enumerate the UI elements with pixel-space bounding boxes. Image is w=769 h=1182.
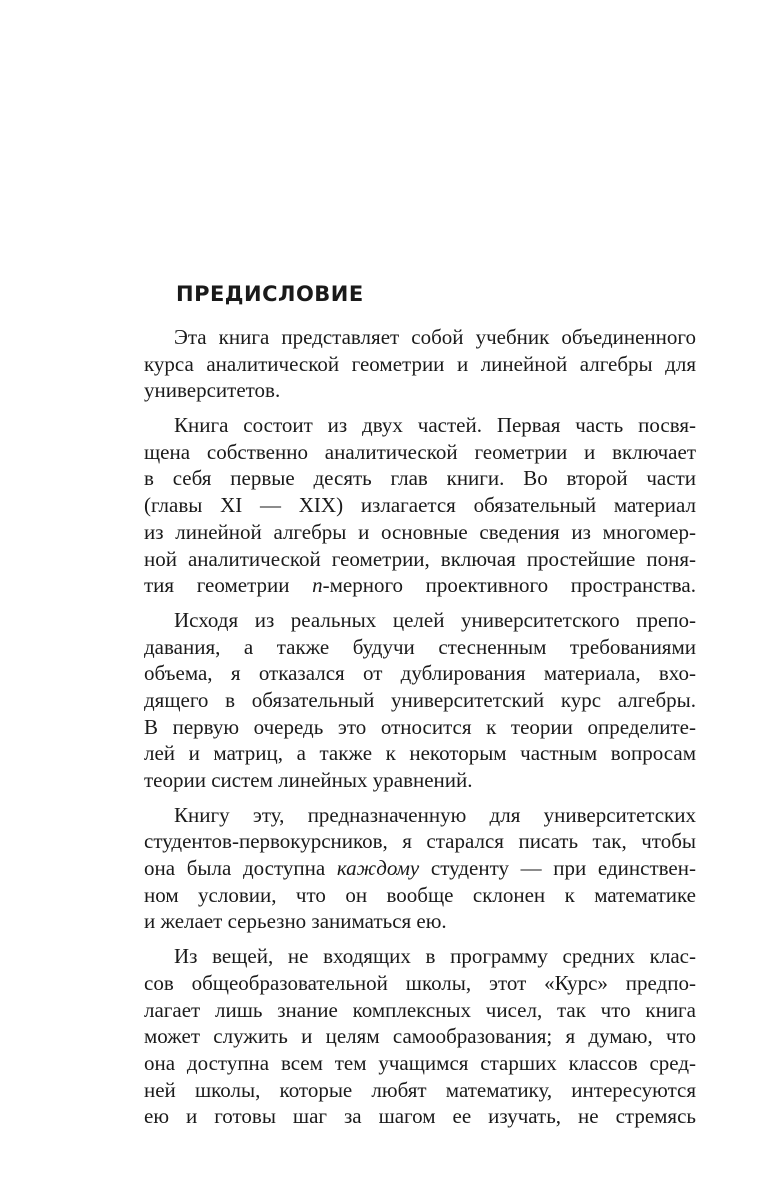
text-line: может служить и целям самообразования; я думаю, что — [144, 1024, 696, 1049]
text-line: объема, я отказался от дублирования материала, вхо- — [144, 661, 696, 686]
text-line: В первую очередь это относится к теории определите- — [144, 714, 696, 739]
text-line: сов общеобразовательной школы, этот «Курс» предпо- — [144, 970, 696, 995]
text-line: ной аналитической геометрии, включая простейшие поня- — [144, 546, 696, 571]
text-line: студентов-первокурсников, я старался писать так, чтобы — [144, 829, 696, 854]
italic-variable: n — [312, 573, 323, 598]
paragraph-1 — [144, 324, 696, 404]
text-line: и желает серьезно заниматься ею. — [144, 909, 447, 934]
text-line: ею и готовы шаг за шагом ее изучать, не стремясь — [144, 1104, 696, 1129]
text-line: Исходя из реальных целей университетского препо- — [174, 607, 696, 632]
text-run: -мерного проективного пространства. — [322, 573, 696, 598]
text-line: (главы XI — XIX) излагается обязательный материал — [144, 493, 696, 518]
page-title: ПРЕДИСЛОВИЕ — [176, 282, 364, 306]
body-text — [144, 324, 696, 1130]
text-line: давания, а также будучи стесненным требованиями — [144, 634, 696, 659]
text-line: курса аналитической геометрии и линейной алгебры для — [144, 351, 696, 376]
text-line: теории систем линейных уравнений. — [144, 768, 473, 792]
text-line: ней школы, которые любят математику, интересуются — [144, 1077, 696, 1102]
paragraph-2 — [144, 412, 696, 599]
text-line: Из вещей, не входящих в программу средних клас- — [174, 944, 696, 969]
text-line: Эта книга представляет собой учебник объединенного — [174, 325, 696, 349]
paragraph-3 — [144, 607, 696, 794]
paragraph-5 — [144, 943, 696, 1130]
text-line: лагает лишь знание комплексных чисел, так что книга — [144, 997, 696, 1022]
text-run: тия геометрии — [144, 573, 313, 598]
text-run: студенту — при единствен- — [419, 856, 696, 881]
text-line: в себя первые десять глав книги. Во второй части — [144, 466, 696, 491]
text-line: Книгу эту, предназначенную для университетских — [174, 802, 696, 827]
text-line — [144, 572, 696, 599]
text-line: из линейной алгебры и основные сведения из многомер- — [144, 519, 696, 544]
paragraph-4 — [144, 802, 696, 935]
text-run: она была доступна — [144, 856, 337, 881]
text-line: Книга состоит из двух частей. Первая часть посвя- — [174, 413, 696, 438]
text-line: университетов. — [144, 378, 281, 403]
italic-emphasis: каждому — [336, 856, 420, 881]
text-line: она доступна всем тем учащимся старших классов сред- — [144, 1050, 696, 1075]
text-line — [144, 855, 696, 882]
text-line: щена собственно аналитической геометрии и включает — [144, 439, 696, 464]
text-line: дящего в обязательный университетский курс алгебры. — [144, 687, 696, 712]
text-line: лей и матриц, а также к некоторым частным вопросам — [144, 741, 696, 766]
text-line: ном условии, что он вообще склонен к математике — [144, 882, 696, 907]
